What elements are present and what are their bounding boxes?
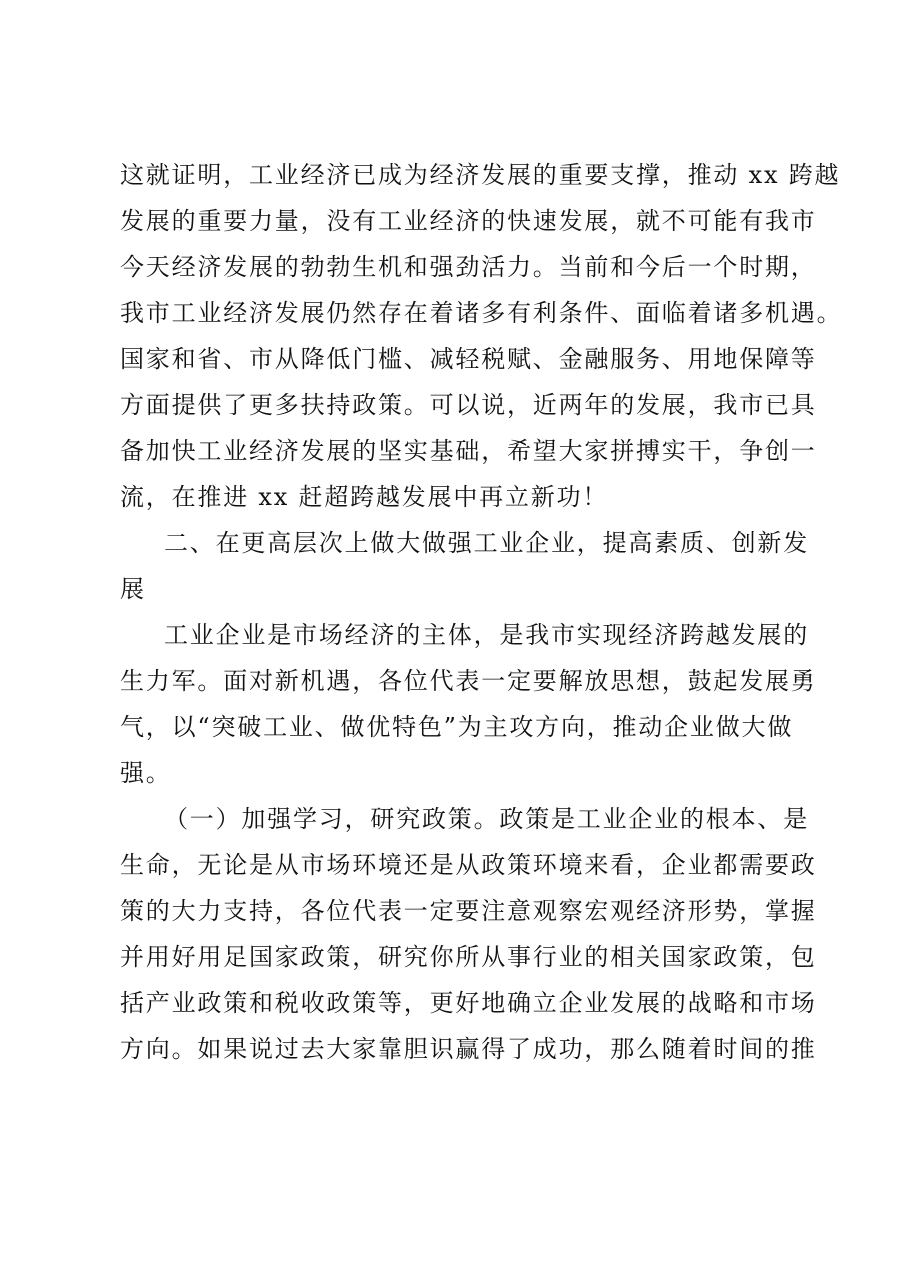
section-heading-line-2: 展 bbox=[120, 575, 146, 603]
paragraph-line-8: 流，在推进 xx 赶超跨越发展中再立新功！ bbox=[120, 483, 609, 511]
section-heading-line-1: 二、在更高层次上做大做强工业企业，提高素质、创新发 bbox=[164, 529, 809, 557]
paragraph-line-4: 我市工业经济发展仍然存在着诸多有利条件、面临着诸多机遇。 bbox=[120, 299, 843, 327]
paragraph-line-3: 今天经济发展的勃勃生机和强劲活力。当前和今后一个时期， bbox=[120, 253, 817, 281]
subsection-line-4: 并用好用足国家政策，研究你所从事行业的相关国家政策，包 bbox=[120, 943, 817, 971]
subsection-line-1: （一）加强学习，研究政策。政策是工业企业的根本、是 bbox=[164, 805, 809, 833]
paragraph-line-6: 方面提供了更多扶持政策。可以说，近两年的发展，我市已具 bbox=[120, 391, 817, 419]
subsection-line-6: 方向。如果说过去大家靠胆识赢得了成功，那么随着时间的推 bbox=[120, 1035, 817, 1063]
paragraph-line-2: 发展的重要力量，没有工业经济的快速发展，就不可能有我市 bbox=[120, 207, 817, 235]
paragraph-line-5: 国家和省、市从降低门槛、减轻税赋、金融服务、用地保障等 bbox=[120, 345, 817, 373]
document-body bbox=[120, 161, 843, 1083]
subsection-line-5: 括产业政策和税收政策等，更好地确立企业发展的战略和市场 bbox=[120, 989, 817, 1017]
subsection-line-3: 策的大力支持，各位代表一定要注意观察宏观经济形势，掌握 bbox=[120, 897, 817, 925]
paragraph-line-1: 这就证明，工业经济已成为经济发展的重要支撑，推动 xx 跨越 bbox=[120, 161, 841, 189]
paragraph-line-12: 强。 bbox=[120, 759, 172, 787]
paragraph-line-9: 工业企业是市场经济的主体，是我市实现经济跨越发展的 bbox=[164, 621, 809, 649]
paragraph-line-11: 气，以“突破工业、做优特色”为主攻方向，推动企业做大做 bbox=[120, 713, 794, 741]
paragraph-line-7: 备加快工业经济发展的坚实基础，希望大家拼搏实干，争创一 bbox=[120, 437, 817, 465]
subsection-line-2: 生命，无论是从市场环境还是从政策环境来看，企业都需要政 bbox=[120, 851, 817, 879]
paragraph-line-10: 生力军。面对新机遇，各位代表一定要解放思想，鼓起发展勇 bbox=[120, 667, 817, 695]
